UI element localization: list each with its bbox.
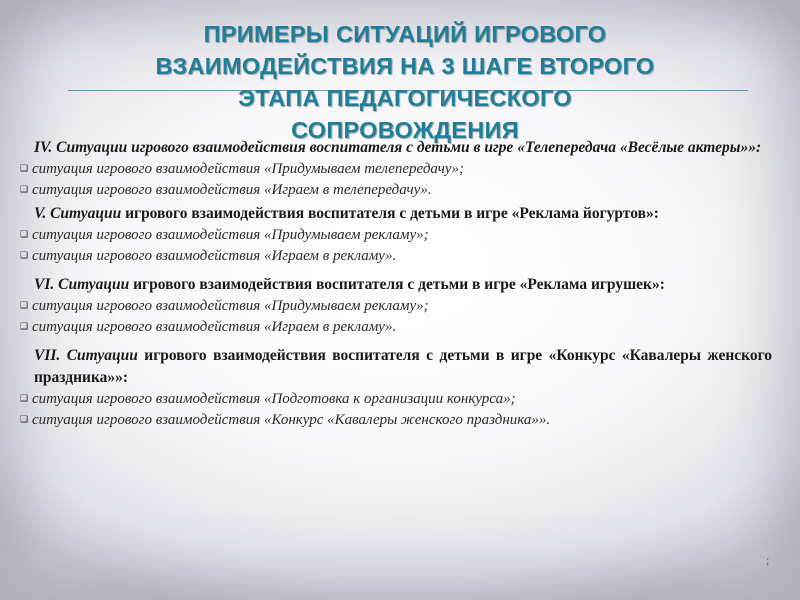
section-heading [20, 203, 772, 225]
title-line-4: СОПРОВОЖДЕНИЯ [291, 117, 519, 143]
list-item [20, 410, 772, 431]
checkbox-bullet-icon: ❑ [20, 394, 29, 404]
section-iv [20, 137, 772, 200]
list-item-text: ситуация игрового взаимодействия «Играем в рекламу». [32, 247, 397, 264]
checkbox-bullet-icon: ❑ [20, 321, 29, 332]
section-heading-text: игрового взаимодействия воспитателя с детьми в игре «Реклама йогуртов»: [125, 205, 659, 222]
list-item-text: ситуация игрового взаимодействия «Придумываем телепередачу»; [32, 161, 465, 177]
title-line-1: ПРИМЕРЫ СИТУАЦИЙ ИГРОВОГО [203, 21, 607, 47]
list-item [20, 296, 772, 317]
section-heading-italic: Ситуации [66, 347, 138, 364]
section-number: VII. [34, 347, 61, 364]
slide-title [100, 18, 710, 146]
section-number: V. [34, 205, 47, 222]
section-heading-text: игрового взаимодействия воспитателя с детьми в игре «Конкурс «Кавалеры женского праздника»»: [34, 347, 773, 386]
list-item [20, 246, 772, 267]
title-line-2: ВЗАИМОДЕЙСТВИЯ НА 3 ШАГЕ ВТОРОГО [155, 53, 655, 79]
checkbox-bullet-icon: ❑ [20, 164, 29, 174]
list-item-text: ситуация игрового взаимодействия «Конкурс «Кавалеры женского праздника»». [32, 411, 551, 428]
section-v [20, 203, 772, 266]
title-line-3: ЭТАПА ПЕДАГОГИЧЕСКОГО [238, 85, 572, 111]
checkbox-bullet-icon: ❑ [20, 250, 29, 261]
section-heading-italic: Ситуации [58, 276, 130, 293]
list-item-text: ситуация игрового взаимодействия «Придумываем рекламу»; [32, 227, 429, 243]
section-heading-text: Ситуации игрового взаимодействия воспитателя с детьми в игре «Телепередача «Весёлые актеры»»: [56, 139, 762, 156]
checkbox-bullet-icon: ❑ [20, 184, 29, 195]
section-heading [20, 274, 772, 296]
trailing-mark: ; [766, 553, 770, 567]
section-number: IV. [34, 139, 53, 156]
section-heading-italic: Ситуации [50, 205, 122, 222]
list-item [20, 180, 772, 201]
list-item [20, 317, 772, 338]
slide-content [20, 137, 772, 430]
list-item [20, 389, 772, 410]
section-heading [20, 137, 772, 159]
list-item [20, 159, 772, 180]
spacer [20, 337, 772, 345]
section-vi [20, 274, 772, 337]
list-item-text: ситуация игрового взаимодействия «Играем в телепередачу». [32, 181, 432, 198]
checkbox-bullet-icon: ❑ [20, 230, 29, 240]
section-number: VI. [34, 276, 55, 293]
checkbox-bullet-icon: ❑ [20, 301, 29, 311]
section-heading [20, 345, 772, 389]
section-heading-text: игрового взаимодействия воспитателя с детьми в игре «Реклама игрушек»: [133, 276, 665, 293]
list-item-text: ситуация игрового взаимодействия «Подготовка к организации конкурса»; [32, 391, 516, 407]
section-vii [20, 345, 772, 430]
list-item [20, 225, 772, 246]
checkbox-bullet-icon: ❑ [20, 414, 29, 425]
list-item-text: ситуация игрового взаимодействия «Придумываем рекламу»; [32, 298, 429, 314]
spacer [20, 266, 772, 274]
list-item-text: ситуация игрового взаимодействия «Играем в рекламу». [32, 318, 397, 335]
